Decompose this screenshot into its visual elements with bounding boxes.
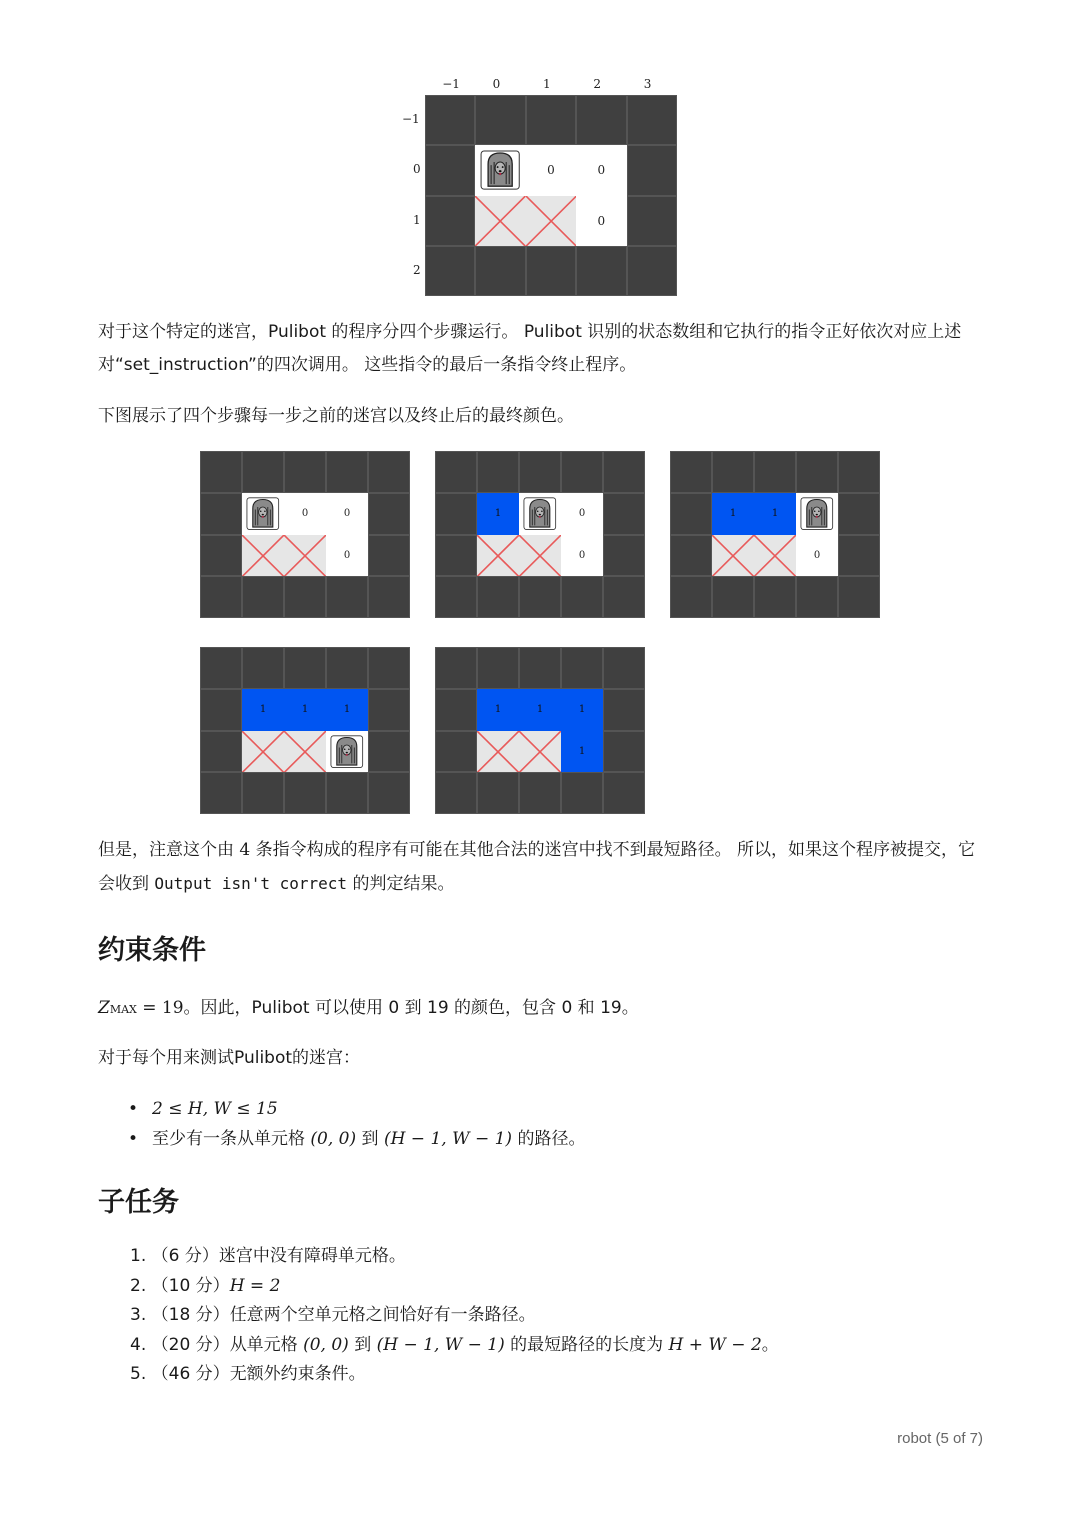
- constraint-item: [128, 1094, 928, 1124]
- obstacle-cell: [627, 145, 677, 195]
- blocked-cross-icon: [519, 535, 561, 577]
- subtask-item: [130, 1272, 950, 1302]
- maze-grid: [425, 95, 677, 296]
- step-maze-1: [200, 451, 410, 618]
- obstacle-cell: [242, 772, 284, 814]
- obstacle-cell: [242, 576, 284, 618]
- subtask-number: 3.: [130, 1305, 147, 1325]
- obstacle-cell: [603, 451, 645, 493]
- subtask-number: 2.: [130, 1275, 147, 1296]
- constraint-list: [128, 1094, 928, 1154]
- robot-cell: [519, 493, 561, 535]
- colored-cell: 1: [561, 731, 603, 773]
- obstacle-cell: [477, 772, 519, 814]
- blocked-cross-icon: [242, 535, 284, 577]
- blocked-cross-icon: [242, 731, 284, 773]
- blocked-cross-icon: [712, 535, 754, 577]
- empty-cell: 0: [796, 535, 838, 577]
- obstacle-cell: [435, 647, 477, 689]
- robot-cell: [475, 145, 525, 195]
- obstacle-cell: [368, 493, 410, 535]
- caveat-text-a: 但是，注意这个由: [98, 840, 234, 860]
- obstacle-cell: [627, 95, 677, 145]
- obstacle-cell: [368, 689, 410, 731]
- blocked-cross-icon: [284, 535, 326, 577]
- obstacle-cell: [425, 246, 475, 296]
- subtask-text: 从单元格: [229, 1334, 298, 1355]
- obstacle-cell: [603, 535, 645, 577]
- blocked-cell: [712, 535, 754, 577]
- zmax-text: 。因此，Pulibot 可以使用 0 到 19 的颜色，包含 0 和 19。: [183, 998, 639, 1018]
- paragraph-figure-caption: 下图展示了四个步骤每一步之前的迷宫以及终止后的最终颜色。: [98, 406, 574, 426]
- paragraph-caveat: [98, 834, 988, 901]
- obstacle-cell: [326, 576, 368, 618]
- obstacle-cell: [796, 451, 838, 493]
- step-maze-3: [670, 451, 880, 618]
- paragraph-zmax: [98, 992, 988, 1026]
- obstacle-cell: [519, 647, 561, 689]
- subtask-score: （6 分）: [151, 1246, 219, 1266]
- pulibot-dog-icon: [523, 497, 557, 530]
- obstacle-cell: [603, 647, 645, 689]
- obstacle-cell: [603, 731, 645, 773]
- row-axis-label: −1: [402, 112, 420, 126]
- obstacle-cell: [284, 772, 326, 814]
- obstacle-cell: [796, 576, 838, 618]
- blocked-cross-icon: [284, 731, 326, 773]
- row-axis-label: 1: [413, 212, 421, 227]
- obstacle-cell: [200, 731, 242, 773]
- obstacle-cell: [477, 451, 519, 493]
- empty-cell: 0: [326, 535, 368, 577]
- obstacle-cell: [435, 451, 477, 493]
- blocked-cell: [242, 731, 284, 773]
- blocked-cell: [284, 731, 326, 773]
- obstacle-cell: [838, 535, 880, 577]
- empty-cell: 0: [576, 145, 626, 195]
- blocked-cross-icon: [519, 731, 561, 773]
- constraint-text: 的路径。: [517, 1129, 586, 1149]
- obstacle-cell: [368, 647, 410, 689]
- obstacle-cell: [477, 576, 519, 618]
- obstacle-cell: [526, 95, 576, 145]
- obstacle-cell: [368, 772, 410, 814]
- obstacle-cell: [519, 576, 561, 618]
- subtask-score: （46 分）: [151, 1364, 230, 1384]
- subtask-math: H + W − 2: [668, 1334, 762, 1355]
- obstacle-cell: [712, 451, 754, 493]
- blocked-cross-icon: [475, 196, 525, 246]
- obstacle-cell: [326, 772, 368, 814]
- row-axis-label: 2: [413, 262, 421, 277]
- subtask-math: (0, 0): [303, 1334, 349, 1355]
- robot-cell: [326, 731, 368, 773]
- obstacle-cell: [326, 451, 368, 493]
- empty-cell: 0: [526, 145, 576, 195]
- obstacle-cell: [561, 772, 603, 814]
- obstacle-cell: [435, 535, 477, 577]
- row-axis-label: 0: [413, 162, 421, 177]
- obstacle-cell: [200, 689, 242, 731]
- obstacle-cell: [561, 576, 603, 618]
- subtask-text: 。: [761, 1334, 779, 1355]
- blocked-cell: [519, 535, 561, 577]
- example-maze-figure: [400, 72, 690, 304]
- robot-cell: [242, 493, 284, 535]
- paragraph-maze-conditions: 对于每个用来测试Pulibot的迷宫：: [98, 1048, 361, 1068]
- obstacle-cell: [435, 689, 477, 731]
- obstacle-cell: [576, 246, 626, 296]
- colored-cell: 1: [477, 493, 519, 535]
- empty-cell: 0: [284, 493, 326, 535]
- obstacle-cell: [561, 451, 603, 493]
- colored-cell: 1: [284, 689, 326, 731]
- obstacle-cell: [435, 731, 477, 773]
- obstacle-cell: [200, 647, 242, 689]
- blocked-cross-icon: [754, 535, 796, 577]
- obstacle-cell: [603, 689, 645, 731]
- subtask-item: [130, 1360, 950, 1390]
- obstacle-cell: [326, 647, 368, 689]
- caveat-number: 4: [239, 840, 251, 860]
- obstacle-cell: [425, 196, 475, 246]
- obstacle-cell: [670, 493, 712, 535]
- constraint-text: 至少有一条从单元格: [152, 1129, 305, 1149]
- column-axis-label: −1: [442, 77, 460, 91]
- obstacle-cell: [603, 493, 645, 535]
- obstacle-cell: [519, 451, 561, 493]
- obstacle-cell: [603, 772, 645, 814]
- obstacle-cell: [284, 647, 326, 689]
- pulibot-dog-icon: [800, 497, 834, 530]
- obstacle-cell: [475, 246, 525, 296]
- column-axis-label: 2: [593, 77, 602, 91]
- heading-constraints: 约束条件: [98, 935, 206, 966]
- obstacle-cell: [670, 451, 712, 493]
- obstacle-cell: [561, 647, 603, 689]
- obstacle-cell: [368, 451, 410, 493]
- obstacle-cell: [435, 576, 477, 618]
- verdict-code: Output isn't correct: [154, 874, 348, 893]
- colored-cell: 1: [519, 689, 561, 731]
- blocked-cell: [477, 535, 519, 577]
- obstacle-cell: [712, 576, 754, 618]
- colored-cell: 1: [561, 689, 603, 731]
- subtask-number: 4.: [130, 1334, 147, 1355]
- subtask-score: （18 分）: [151, 1305, 230, 1325]
- empty-cell: 0: [576, 196, 626, 246]
- obstacle-cell: [284, 451, 326, 493]
- colored-cell: 1: [326, 689, 368, 731]
- subtask-item: [130, 1331, 950, 1361]
- obstacle-cell: [838, 493, 880, 535]
- colored-cell: 1: [242, 689, 284, 731]
- blocked-cell: [526, 196, 576, 246]
- blocked-cross-icon: [477, 731, 519, 773]
- subtask-list: [130, 1242, 950, 1390]
- obstacle-cell: [603, 576, 645, 618]
- obstacle-cell: [576, 95, 626, 145]
- obstacle-cell: [200, 576, 242, 618]
- colored-cell: 1: [754, 493, 796, 535]
- subtask-number: 1.: [130, 1246, 147, 1266]
- obstacle-cell: [425, 95, 475, 145]
- constraint-math: (0, 0): [310, 1129, 357, 1149]
- obstacle-cell: [425, 145, 475, 195]
- column-axis-label: 3: [643, 77, 652, 91]
- blocked-cell: [242, 535, 284, 577]
- obstacle-cell: [200, 772, 242, 814]
- subtask-text: 迷宫中没有障碍单元格。: [218, 1246, 406, 1266]
- step-maze-2: [435, 451, 645, 618]
- zmax-subscript: MAX: [109, 1003, 137, 1016]
- constraint-math: (H − 1, W − 1): [383, 1129, 513, 1149]
- caveat-text-c: 的判定结果。: [352, 874, 455, 894]
- obstacle-cell: [368, 731, 410, 773]
- subtask-text: 的最短路径的长度为: [510, 1334, 664, 1355]
- subtask-item: [130, 1301, 950, 1331]
- obstacle-cell: [754, 576, 796, 618]
- obstacle-cell: [670, 535, 712, 577]
- obstacle-cell: [477, 647, 519, 689]
- blocked-cross-icon: [526, 196, 576, 246]
- subtask-text: 任意两个空单元格之间恰好有一条路径。: [229, 1305, 536, 1325]
- blocked-cell: [477, 731, 519, 773]
- obstacle-cell: [475, 95, 525, 145]
- obstacle-cell: [670, 576, 712, 618]
- obstacle-cell: [284, 576, 326, 618]
- empty-cell: 0: [326, 493, 368, 535]
- colored-cell: 1: [477, 689, 519, 731]
- page-footer: robot (5 of 7): [897, 1430, 983, 1447]
- obstacle-cell: [754, 451, 796, 493]
- subtask-number: 5.: [130, 1364, 147, 1384]
- step-maze-final: [435, 647, 645, 814]
- obstacle-cell: [242, 647, 284, 689]
- subtask-item: [130, 1242, 950, 1272]
- obstacle-cell: [200, 451, 242, 493]
- subtask-text: 无额外约束条件。: [229, 1364, 366, 1384]
- subtask-score: （20 分）: [151, 1334, 230, 1355]
- constraint-text: 到: [361, 1129, 379, 1149]
- subtask-score: （10 分）: [151, 1275, 230, 1296]
- caveat-text-b: 条指令构成的程序有可能在其他合法的迷宫中找不到最短路径。 所以，如果这个程序被提交，它会收到: [98, 840, 976, 894]
- zmax-symbol: Z: [98, 998, 110, 1018]
- obstacle-cell: [200, 535, 242, 577]
- heading-subtasks: 子任务: [98, 1187, 179, 1218]
- empty-cell: 0: [561, 535, 603, 577]
- obstacle-cell: [368, 576, 410, 618]
- step-maze-4: [200, 647, 410, 814]
- subtask-text: 到: [354, 1334, 372, 1355]
- obstacle-cell: [838, 451, 880, 493]
- obstacle-cell: [838, 576, 880, 618]
- constraint-math: 2 ≤ H, W ≤ 15: [152, 1099, 278, 1119]
- blocked-cell: [519, 731, 561, 773]
- obstacle-cell: [526, 246, 576, 296]
- zmax-equals: = 19: [136, 998, 184, 1018]
- blocked-cross-icon: [477, 535, 519, 577]
- empty-cell: 0: [561, 493, 603, 535]
- colored-cell: 1: [712, 493, 754, 535]
- pulibot-dog-icon: [480, 150, 520, 190]
- blocked-cell: [475, 196, 525, 246]
- obstacle-cell: [242, 451, 284, 493]
- column-axis-label: 0: [492, 77, 501, 91]
- robot-cell: [796, 493, 838, 535]
- obstacle-cell: [200, 493, 242, 535]
- pulibot-dog-icon: [246, 497, 280, 530]
- column-axis-label: 1: [543, 77, 551, 91]
- subtask-math: (H − 1, W − 1): [376, 1334, 505, 1355]
- obstacle-cell: [435, 772, 477, 814]
- obstacle-cell: [519, 772, 561, 814]
- paragraph-program-steps: 对于这个特定的迷宫，Pulibot 的程序分四个步骤运行。 Pulibot 识别的状态数组和它执行的指令正好依次对应上述对“set_instruction”的四次调用。 这些指令的最后一条指令终止程序。: [98, 322, 962, 375]
- blocked-cell: [754, 535, 796, 577]
- obstacle-cell: [627, 196, 677, 246]
- obstacle-cell: [435, 493, 477, 535]
- constraint-item: [128, 1124, 928, 1154]
- obstacle-cell: [627, 246, 677, 296]
- blocked-cell: [284, 535, 326, 577]
- pulibot-dog-icon: [330, 735, 364, 768]
- subtask-math: H = 2: [229, 1275, 281, 1296]
- obstacle-cell: [368, 535, 410, 577]
